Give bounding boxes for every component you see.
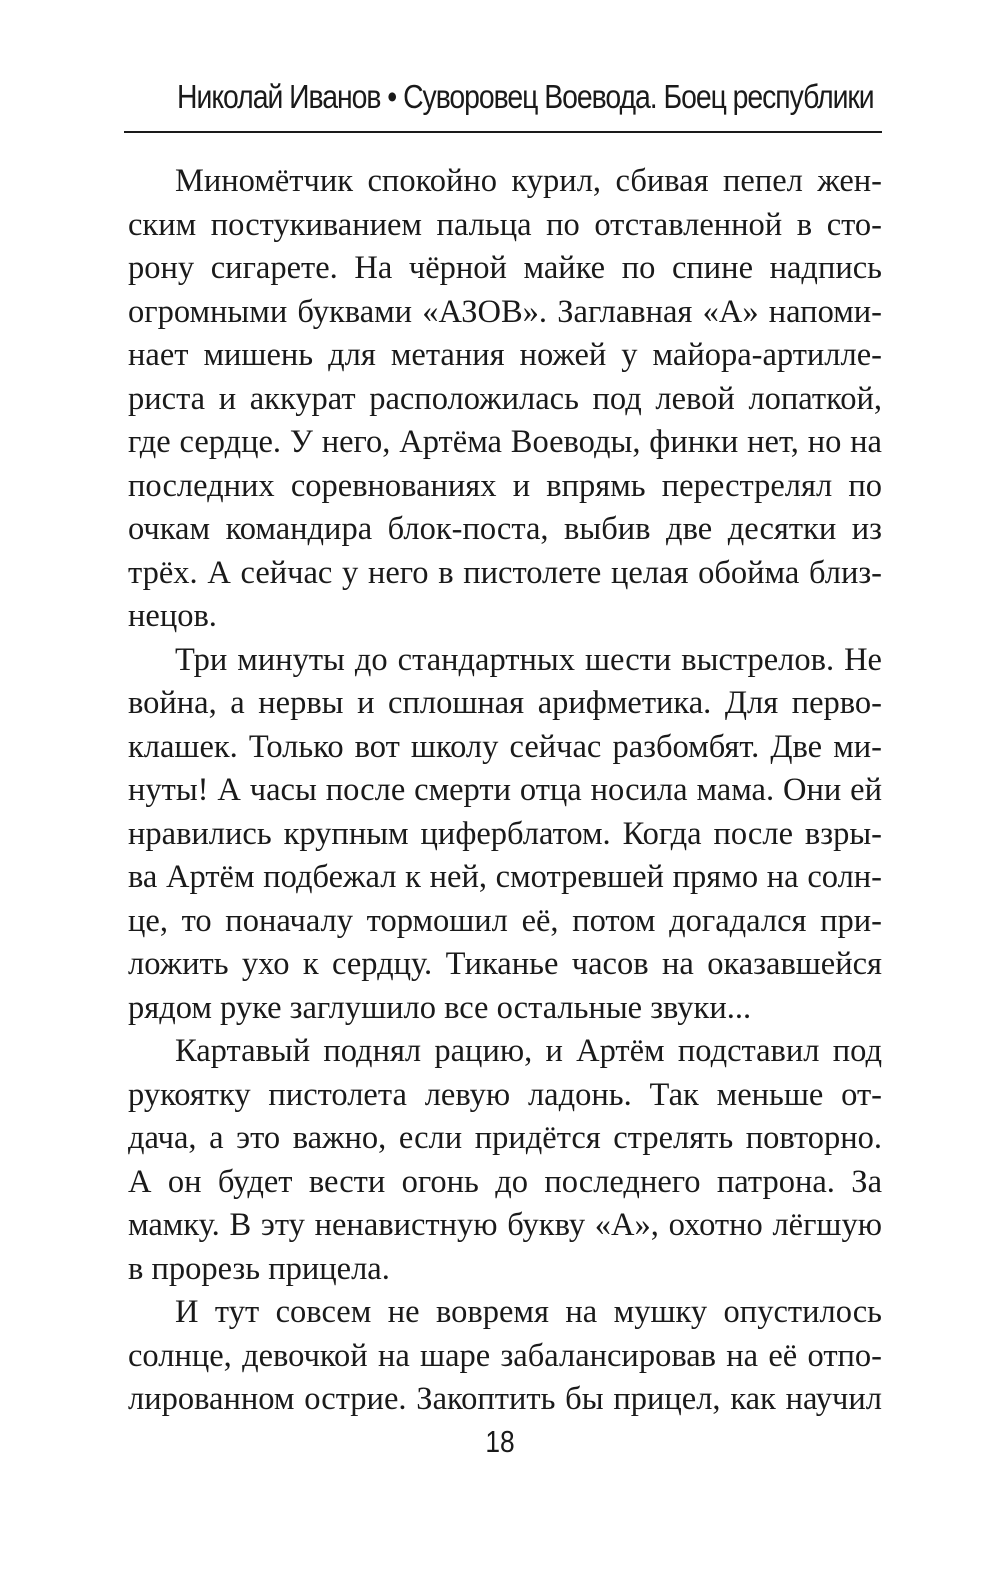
text-line: И тут совсем не вовремя на мушку опустилось <box>175 1294 882 1330</box>
text-line: риста и аккурат расположилась под левой лопаткой, <box>128 380 882 417</box>
text-line: Миномётчик спокойно курил, сбивая пепел жен- <box>175 163 882 199</box>
header-rule <box>124 131 882 133</box>
paragraph <box>128 160 882 639</box>
text-line: ским постукиванием пальца по отставленной в сто- <box>128 206 882 243</box>
text-line: нравились крупным циферблатом. Когда после взры- <box>128 815 882 852</box>
text-line: последних соревнованиях и впрямь перестрелял по <box>128 467 882 504</box>
header-author: Николай Иванов <box>177 78 381 115</box>
text-line: огромными буквами «АЗОВ». Заглавная «А» напоми- <box>128 293 882 330</box>
text-line: рядом руке заглушило все остальные звуки... <box>128 989 752 1026</box>
text-line: це, то поначалу тормошил её, потом догадался при- <box>128 902 882 939</box>
text-line: рону сигарете. На чёрной майке по спине надпись <box>128 250 882 286</box>
text-line: нуты! А часы после смерти отца носила мама. Они ей <box>128 772 882 808</box>
text-line: где сердце. У него, Артёма Воеводы, финки нет, но на <box>128 424 882 460</box>
header-title: Суворовец Воевода. Боец республики <box>403 78 874 115</box>
text-line: А он будет вести огонь до последнего патрона. За <box>128 1163 882 1200</box>
body-text <box>128 160 882 1422</box>
text-line: Картавый поднял рацию, и Артём подставил под <box>175 1033 882 1069</box>
text-line: мамку. В эту ненавистную букву «А», охотно лёгшую <box>128 1207 882 1243</box>
header-separator: • <box>387 78 397 115</box>
text-line: нает мишень для метания ножей у майора-артилле- <box>128 337 882 373</box>
text-line: война, а нервы и сплошная арифметика. Для перво- <box>128 685 882 721</box>
text-line: нецов. <box>128 598 217 634</box>
text-line: солнце, девочкой на шаре забалансировав на её отпо- <box>128 1337 882 1374</box>
page-number: 18 <box>485 1424 515 1459</box>
text-line: лированном острие. Закоптить бы прицел, как научил <box>128 1381 882 1417</box>
text-line: Три минуты до стандартных шести выстрелов. Не <box>175 641 882 678</box>
paragraph <box>128 1291 882 1422</box>
text-line: дача, а это важно, если придётся стрелять повторно. <box>128 1120 882 1156</box>
paragraph <box>128 639 882 1031</box>
text-line: рукоятку пистолета левую ладонь. Так меньше от- <box>128 1076 882 1113</box>
paragraph <box>128 1030 882 1291</box>
text-line: в прорезь прицела. <box>128 1250 390 1287</box>
text-line: очкам командира блок-поста, выбив две десятки из <box>128 511 882 547</box>
text-line: трёх. А сейчас у него в пистолете целая обойма близ- <box>128 554 882 591</box>
text-line: ва Артём подбежал к ней, смотревшей прямо на солн- <box>128 859 882 895</box>
text-line: ложить ухо к сердцу. Тиканье часов на оказавшейся <box>128 946 882 982</box>
text-line: клашек. Только вот школу сейчас разбомбят. Две ми- <box>128 728 882 765</box>
running-head <box>177 78 874 116</box>
